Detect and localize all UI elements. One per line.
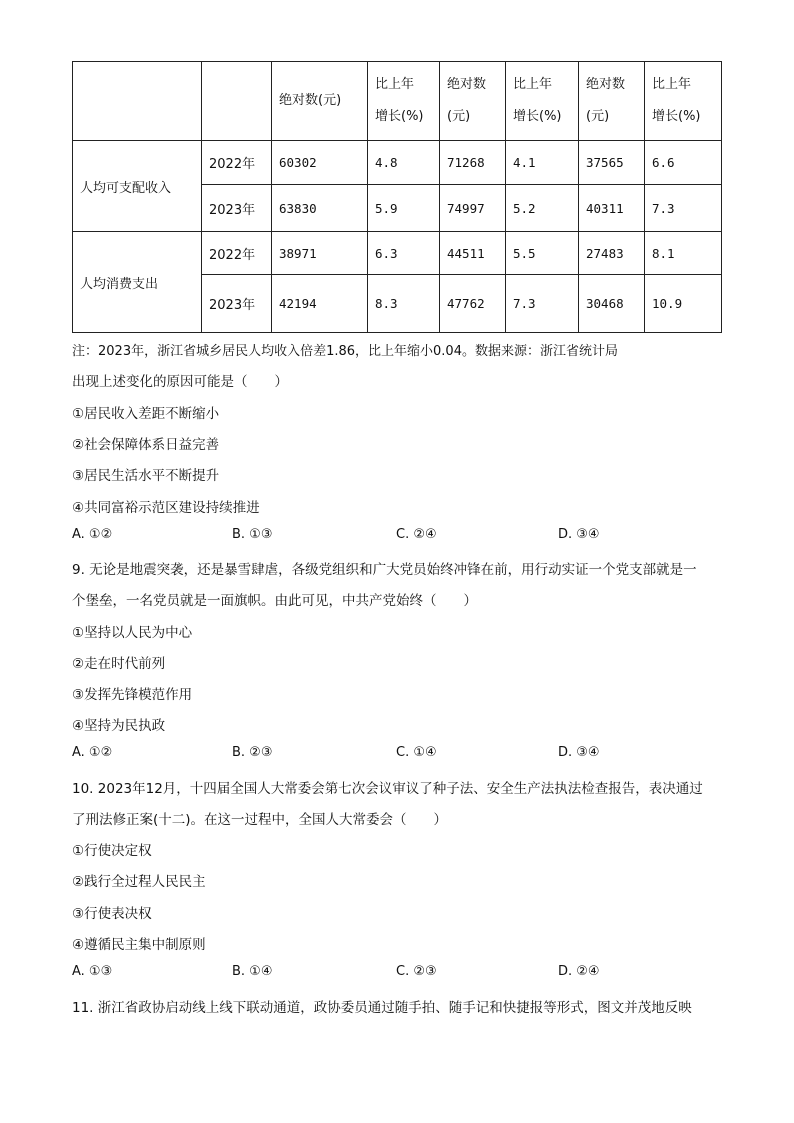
q9-option-c[interactable]: C. ①④	[396, 745, 437, 760]
header-text: 增长(%)	[375, 109, 424, 124]
table-cell: 30468	[579, 275, 645, 333]
group-label-consumption: 人均消费支出	[73, 232, 202, 333]
q10-stem-line2: 了刑法修正案(十二)。在这一过程中，全国人大常委会（ ）	[72, 812, 448, 828]
table-note: 注：2023年，浙江省城乡居民人均收入倍差1.86，比上年缩小0.04。数据来源：浙江省统计局	[72, 344, 618, 359]
header-text: 绝对数	[586, 77, 626, 92]
income-consumption-table	[72, 61, 722, 333]
table-cell: 8.3	[368, 275, 440, 333]
q8-option-b[interactable]: B. ①③	[232, 527, 273, 542]
q10-option-d[interactable]: D. ②④	[558, 964, 600, 979]
header-cell	[506, 62, 579, 141]
table-cell: 63830	[272, 185, 368, 232]
q9-item: ②走在时代前列	[72, 656, 166, 672]
q8-item: ④共同富裕示范区建设持续推进	[72, 500, 260, 516]
table-cell: 10.9	[645, 275, 722, 333]
header-cell	[579, 62, 645, 141]
q8-option-d[interactable]: D. ③④	[558, 527, 600, 542]
q8-option-c[interactable]: C. ②④	[396, 527, 437, 542]
table-cell: 8.1	[645, 232, 722, 275]
table-cell: 27483	[579, 232, 645, 275]
table-cell: 5.9	[368, 185, 440, 232]
table-cell: 5.2	[506, 185, 579, 232]
group-label-income: 人均可支配收入	[73, 141, 202, 232]
header-cell	[272, 62, 368, 141]
q10-item: ③行使表决权	[72, 906, 152, 922]
header-text: 增长(%)	[652, 109, 701, 124]
q9-stem-line1: 9. 无论是地震突袭，还是暴雪肆虐，各级党组织和广大党员始终冲锋在前，用行动实证一个党支部就是一	[72, 562, 697, 578]
table-cell: 6.6	[645, 141, 722, 185]
header-text: 增长(%)	[513, 109, 562, 124]
header-text: 绝对数(元)	[279, 93, 342, 108]
q9-item: ④坚持为民执政	[72, 718, 166, 734]
table-cell: 44511	[440, 232, 506, 275]
q10-item: ①行使决定权	[72, 843, 152, 859]
q8-item: ③居民生活水平不断提升	[72, 468, 220, 484]
year-cell: 2022年	[202, 232, 272, 275]
table-cell: 4.1	[506, 141, 579, 185]
table-cell: 71268	[440, 141, 506, 185]
q11-stem-line1: 11. 浙江省政协启动线上线下联动通道，政协委员通过随手拍、随手记和快捷报等形式，图文并茂地反映	[72, 1000, 692, 1016]
header-cell	[645, 62, 722, 141]
header-text: 比上年	[513, 77, 553, 92]
table-cell: 4.8	[368, 141, 440, 185]
header-text: (元)	[586, 109, 610, 124]
header-cell	[368, 62, 440, 141]
table-cell: 38971	[272, 232, 368, 275]
q8-option-a[interactable]: A. ①②	[72, 527, 113, 542]
table-cell: 37565	[579, 141, 645, 185]
header-empty-cell	[73, 62, 202, 141]
q9-item: ③发挥先锋模范作用	[72, 687, 193, 703]
q9-option-d[interactable]: D. ③④	[558, 745, 600, 760]
q10-stem-line1: 10. 2023年12月，十四届全国人大常委会第七次会议审议了种子法、安全生产法执法检查报告，表决通过	[72, 781, 703, 797]
q8-item: ①居民收入差距不断缩小	[72, 406, 220, 422]
q9-stem-line2: 个堡垒，一名党员就是一面旗帜。由此可见，中共产党始终（ ）	[72, 593, 477, 609]
table-cell: 5.5	[506, 232, 579, 275]
header-text: 绝对数	[447, 77, 487, 92]
q10-option-c[interactable]: C. ②③	[396, 964, 437, 979]
table-cell: 6.3	[368, 232, 440, 275]
header-empty-cell	[202, 62, 272, 141]
q10-item: ④遵循民主集中制原则	[72, 937, 206, 953]
q10-option-a[interactable]: A. ①③	[72, 964, 113, 979]
table-row	[73, 141, 722, 185]
q8-stem: 出现上述变化的原因可能是（ ）	[72, 374, 288, 390]
table-cell: 74997	[440, 185, 506, 232]
table-cell: 40311	[579, 185, 645, 232]
header-text: 比上年	[375, 77, 415, 92]
q10-item: ②践行全过程人民民主	[72, 874, 206, 890]
table-cell: 42194	[272, 275, 368, 333]
q8-item: ②社会保障体系日益完善	[72, 437, 220, 453]
year-cell: 2023年	[202, 185, 272, 232]
table-cell: 7.3	[645, 185, 722, 232]
q10-option-b[interactable]: B. ①④	[232, 964, 273, 979]
table-row	[73, 232, 722, 275]
header-cell	[440, 62, 506, 141]
q9-option-b[interactable]: B. ②③	[232, 745, 273, 760]
year-cell: 2023年	[202, 275, 272, 333]
q9-item: ①坚持以人民为中心	[72, 625, 193, 641]
year-cell: 2022年	[202, 141, 272, 185]
table-cell: 7.3	[506, 275, 579, 333]
header-text: (元)	[447, 109, 471, 124]
table-cell: 60302	[272, 141, 368, 185]
table-header-row	[73, 62, 722, 141]
header-text: 比上年	[652, 77, 692, 92]
table-cell: 47762	[440, 275, 506, 333]
q9-option-a[interactable]: A. ①②	[72, 745, 113, 760]
